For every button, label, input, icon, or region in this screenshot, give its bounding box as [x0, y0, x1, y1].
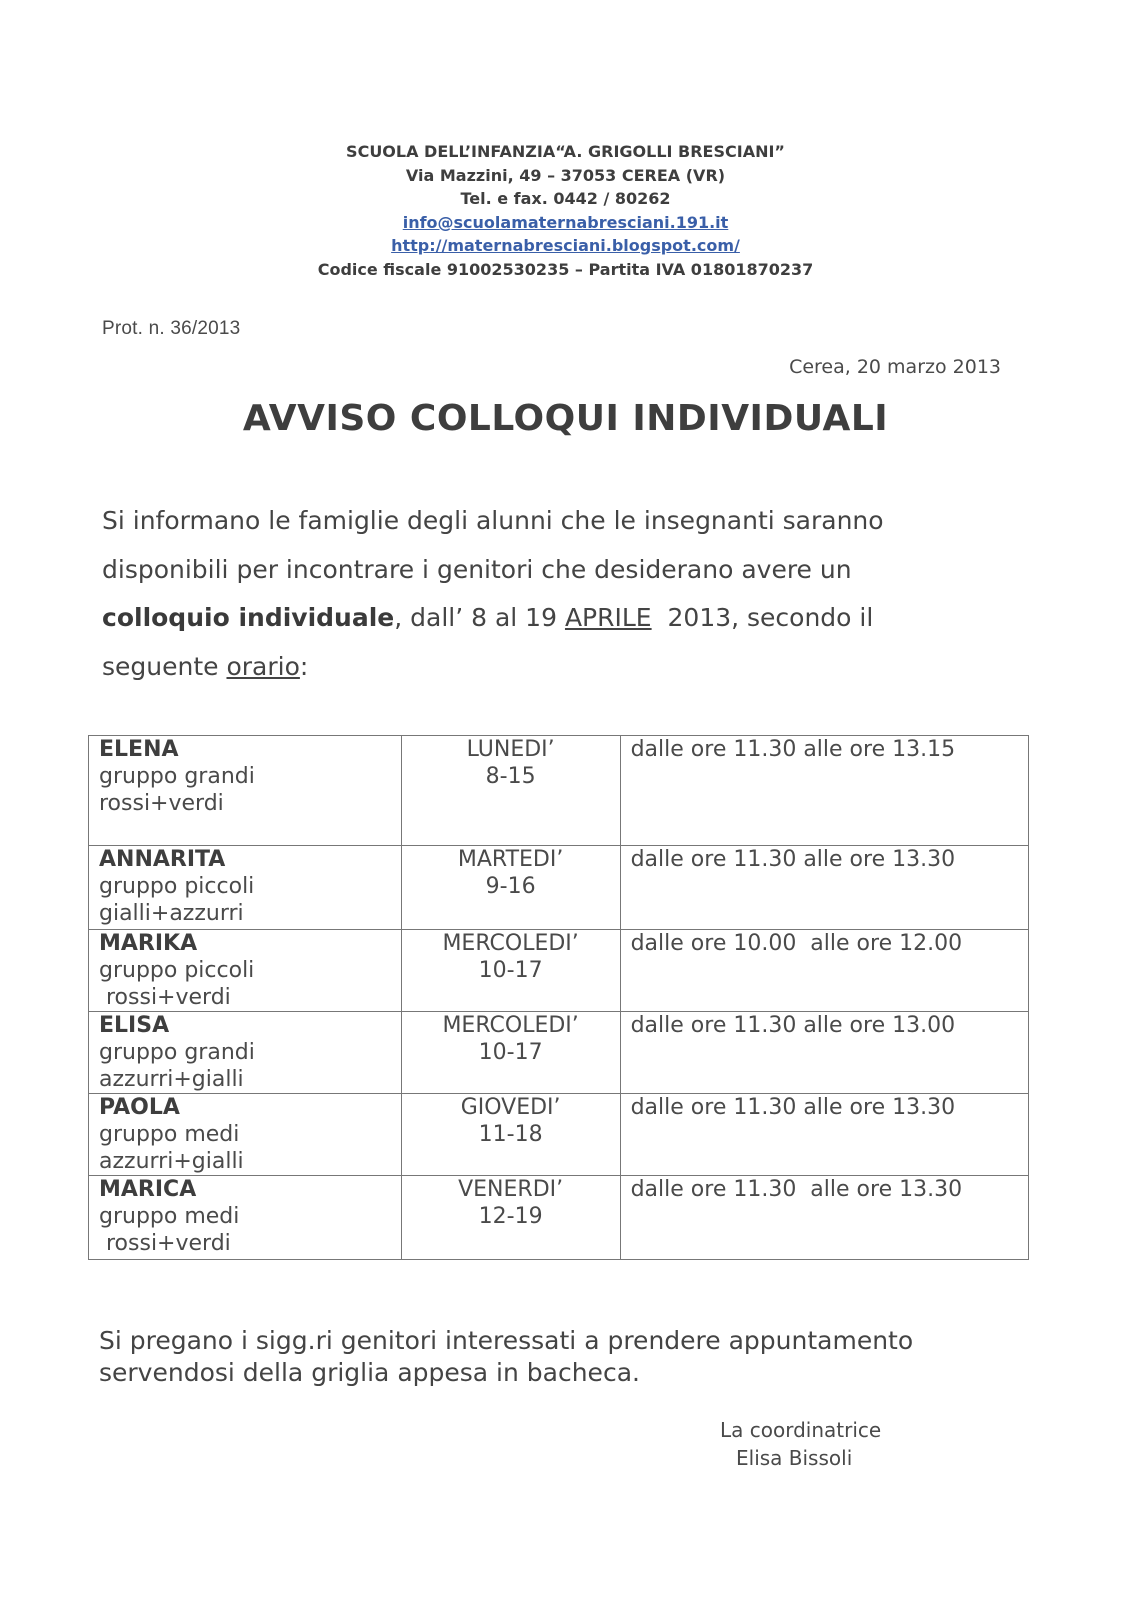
teacher-group: gruppo medi [99, 1122, 240, 1147]
teacher-name: ELENA [99, 737, 179, 762]
time-cell: dalle ore 11.30 alle ore 13.30 [620, 1094, 1028, 1176]
teacher-colors: rossi+verdi [99, 985, 231, 1010]
teacher-name: MARIKA [99, 931, 198, 956]
table-row [89, 930, 1029, 1012]
school-name: SCUOLA DELL’INFANZIA“A. GRIGOLLI BRESCIANI” [346, 142, 785, 161]
day-dates: 12-19 [478, 1204, 543, 1229]
day-cell [401, 1176, 620, 1260]
day-cell [401, 1012, 620, 1094]
day-cell [401, 846, 620, 930]
time-cell: dalle ore 11.30 alle ore 13.30 [620, 1176, 1028, 1260]
document-date: Cerea, 20 marzo 2013 [789, 356, 1001, 378]
intro-text-2: , dall’ 8 al 19 [394, 603, 565, 632]
teacher-name: ANNARITA [99, 847, 226, 872]
day-dates: 8-15 [485, 764, 536, 789]
teacher-colors: azzurri+gialli [99, 1149, 244, 1174]
teacher-cell [89, 846, 402, 930]
teacher-cell [89, 1094, 402, 1176]
table-row [89, 1094, 1029, 1176]
teacher-colors: gialli+azzurri [99, 901, 244, 926]
page-title: AVVISO COLLOQUI INDIVIDUALI [242, 398, 889, 439]
signature-name: Elisa Bissoli [736, 1446, 853, 1470]
teacher-cell [89, 736, 402, 846]
teacher-group: gruppo piccoli [99, 874, 255, 899]
signature-role: La coordinatrice [720, 1418, 882, 1442]
intro-month: APRILE [564, 603, 652, 632]
day-dates: 10-17 [478, 958, 543, 983]
school-address: Via Mazzini, 49 – 37053 CEREA (VR) [405, 165, 726, 185]
intro-text-4: : [299, 651, 309, 681]
teacher-group: gruppo medi [99, 1204, 240, 1229]
table-row [89, 736, 1029, 846]
table-row [89, 1012, 1029, 1094]
day-dates: 10-17 [478, 1040, 543, 1065]
teacher-group: gruppo grandi [99, 764, 255, 789]
school-phone: Tel. e fax. 0442 / 80262 [460, 189, 671, 208]
schedule-table [88, 735, 1029, 1260]
teacher-name: PAOLA [99, 1095, 180, 1120]
closing-paragraph: Si pregano i sigg.ri genitori interessati a prendere appuntamento servendosi della griglia appesa in bacheca. [99, 1326, 914, 1387]
website-link[interactable]: http://maternabresciani.blogspot.com/ [391, 236, 740, 255]
day-cell [401, 930, 620, 1012]
signature-block [720, 1416, 881, 1472]
day-cell [401, 1094, 620, 1176]
day-dates: 11-18 [478, 1122, 543, 1147]
table-row [89, 1176, 1029, 1260]
email-link[interactable]: info@scuolamaternabresciani.191.it [402, 212, 729, 232]
intro-text-1: Si informano le famiglie degli alunni che le insegnanti saranno disponibili per incontrare i genitori che desiderano avere un [102, 506, 884, 584]
intro-paragraph [102, 497, 982, 691]
time-cell: dalle ore 11.30 alle ore 13.30 [620, 846, 1028, 930]
teacher-colors: rossi+verdi [99, 1231, 231, 1256]
letterhead [0, 140, 1131, 281]
time-cell: dalle ore 11.30 alle ore 13.00 [620, 1012, 1028, 1094]
day-name: MARTEDI’ [457, 847, 564, 872]
teacher-colors: rossi+verdi [99, 791, 224, 816]
teacher-cell [89, 930, 402, 1012]
day-name: GIOVEDI’ [460, 1095, 561, 1120]
teacher-cell [89, 1012, 402, 1094]
day-dates: 9-16 [485, 874, 536, 899]
teacher-colors: azzurri+gialli [99, 1067, 244, 1092]
teacher-name: MARICA [99, 1177, 197, 1202]
day-name: LUNEDI’ [466, 737, 555, 762]
teacher-group: gruppo piccoli [99, 958, 255, 983]
intro-text-3: 2013, secondo il seguente [102, 603, 882, 681]
teacher-name: ELISA [99, 1013, 170, 1038]
table-row [89, 846, 1029, 930]
time-cell: dalle ore 11.30 alle ore 13.15 [620, 736, 1028, 846]
intro-bold: colloquio individuale [102, 603, 395, 632]
tax-info: Codice fiscale 91002530235 – Partita IVA 01801870237 [317, 259, 814, 279]
day-cell [401, 736, 620, 846]
day-name: VENERDI’ [458, 1177, 564, 1202]
intro-orario: orario [226, 651, 300, 681]
day-name: MERCOLEDI’ [442, 931, 579, 956]
teacher-group: gruppo grandi [99, 1040, 255, 1065]
day-name: MERCOLEDI’ [442, 1013, 579, 1038]
protocol-number: Prot. n. 36/2013 [102, 318, 241, 339]
time-cell: dalle ore 10.00 alle ore 12.00 [620, 930, 1028, 1012]
teacher-cell [89, 1176, 402, 1260]
